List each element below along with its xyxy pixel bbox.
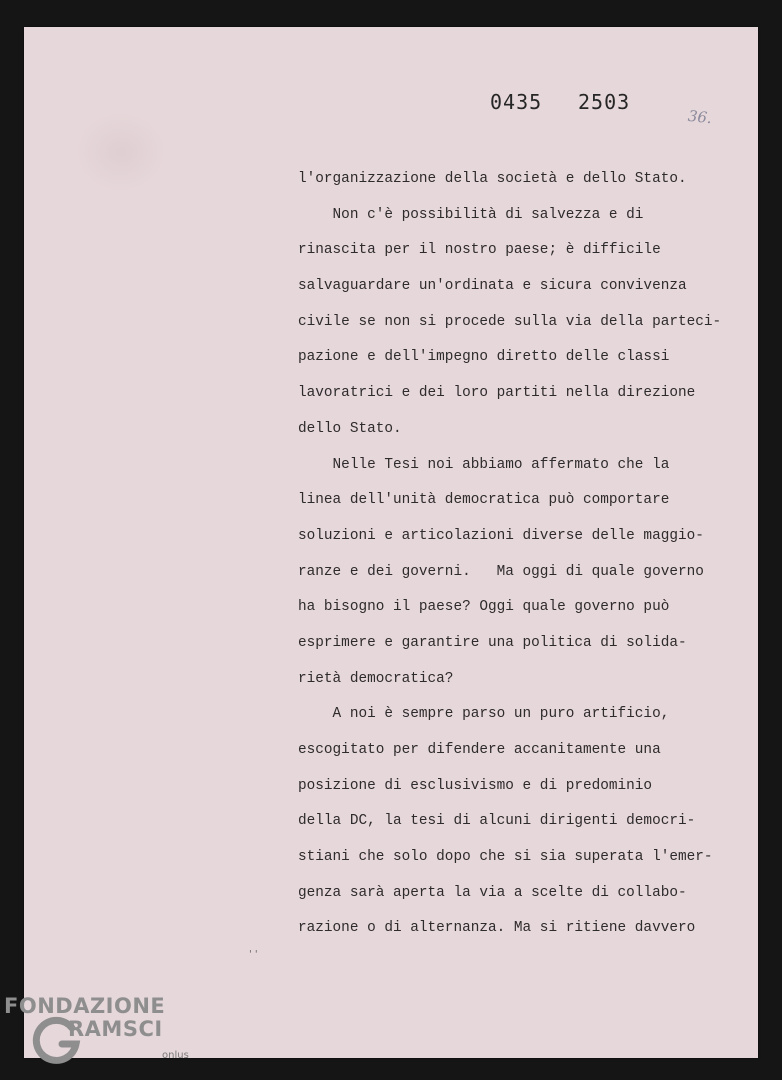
archive-number-right: 2503 [578, 90, 631, 114]
text-line: lavoratrici e dei loro partiti nella direzione [298, 385, 696, 402]
text-line: dello Stato. [298, 420, 402, 437]
paper-speck: ' ' [249, 949, 258, 960]
typed-body-text [298, 166, 758, 951]
text-line: pazione e dell'impegno diretto delle classi [298, 349, 670, 366]
text-line: civile se non si procede sulla via della parteci- [298, 313, 722, 330]
text-line: A noi è sempre parso un puro artificio, [298, 706, 670, 723]
text-line: stiani che solo dopo che si sia superata l'emer- [298, 849, 713, 866]
text-line: rietà democratica? [298, 670, 454, 687]
fondazione-gramsci-watermark [4, 994, 204, 1074]
text-line: linea dell'unità democratica può comportare [298, 492, 670, 509]
watermark-suffix: onlus [162, 1050, 189, 1061]
watermark-line-2: RAMSCI [68, 1017, 163, 1041]
text-line: rinascita per il nostro paese; è difficile [298, 242, 661, 259]
text-line: genza sarà aperta la via a scelte di collabo- [298, 884, 687, 901]
text-line: Nelle Tesi noi abbiamo affermato che la [298, 456, 670, 473]
archive-number-left: 0435 [490, 90, 543, 114]
text-line: razione o di alternanza. Ma si ritiene davvero [298, 920, 696, 937]
text-line: salvaguardare un'ordinata e sicura convivenza [298, 278, 687, 295]
text-line: posizione di esclusivismo e di predominio [298, 777, 653, 794]
text-line: escogitato per difendere accanitamente una [298, 742, 661, 758]
text-line: ranze e dei governi. Ma oggi di quale governo [298, 563, 704, 580]
text-line: soluzioni e articolazioni diverse delle maggio- [298, 527, 704, 544]
handwritten-page-number: 36. [687, 106, 713, 128]
text-line: della DC, la tesi di alcuni dirigenti democri- [298, 813, 696, 830]
text-line: ha bisogno il paese? Oggi quale governo può [298, 599, 670, 616]
text-line: esprimere e garantire una politica di solida- [298, 634, 687, 651]
text-line: Non c'è possibilità di salvezza e di [298, 206, 644, 223]
text-line: l'organizzazione della società e dello Stato. [298, 171, 687, 187]
watermark-line-1: FONDAZIONE [4, 994, 166, 1018]
